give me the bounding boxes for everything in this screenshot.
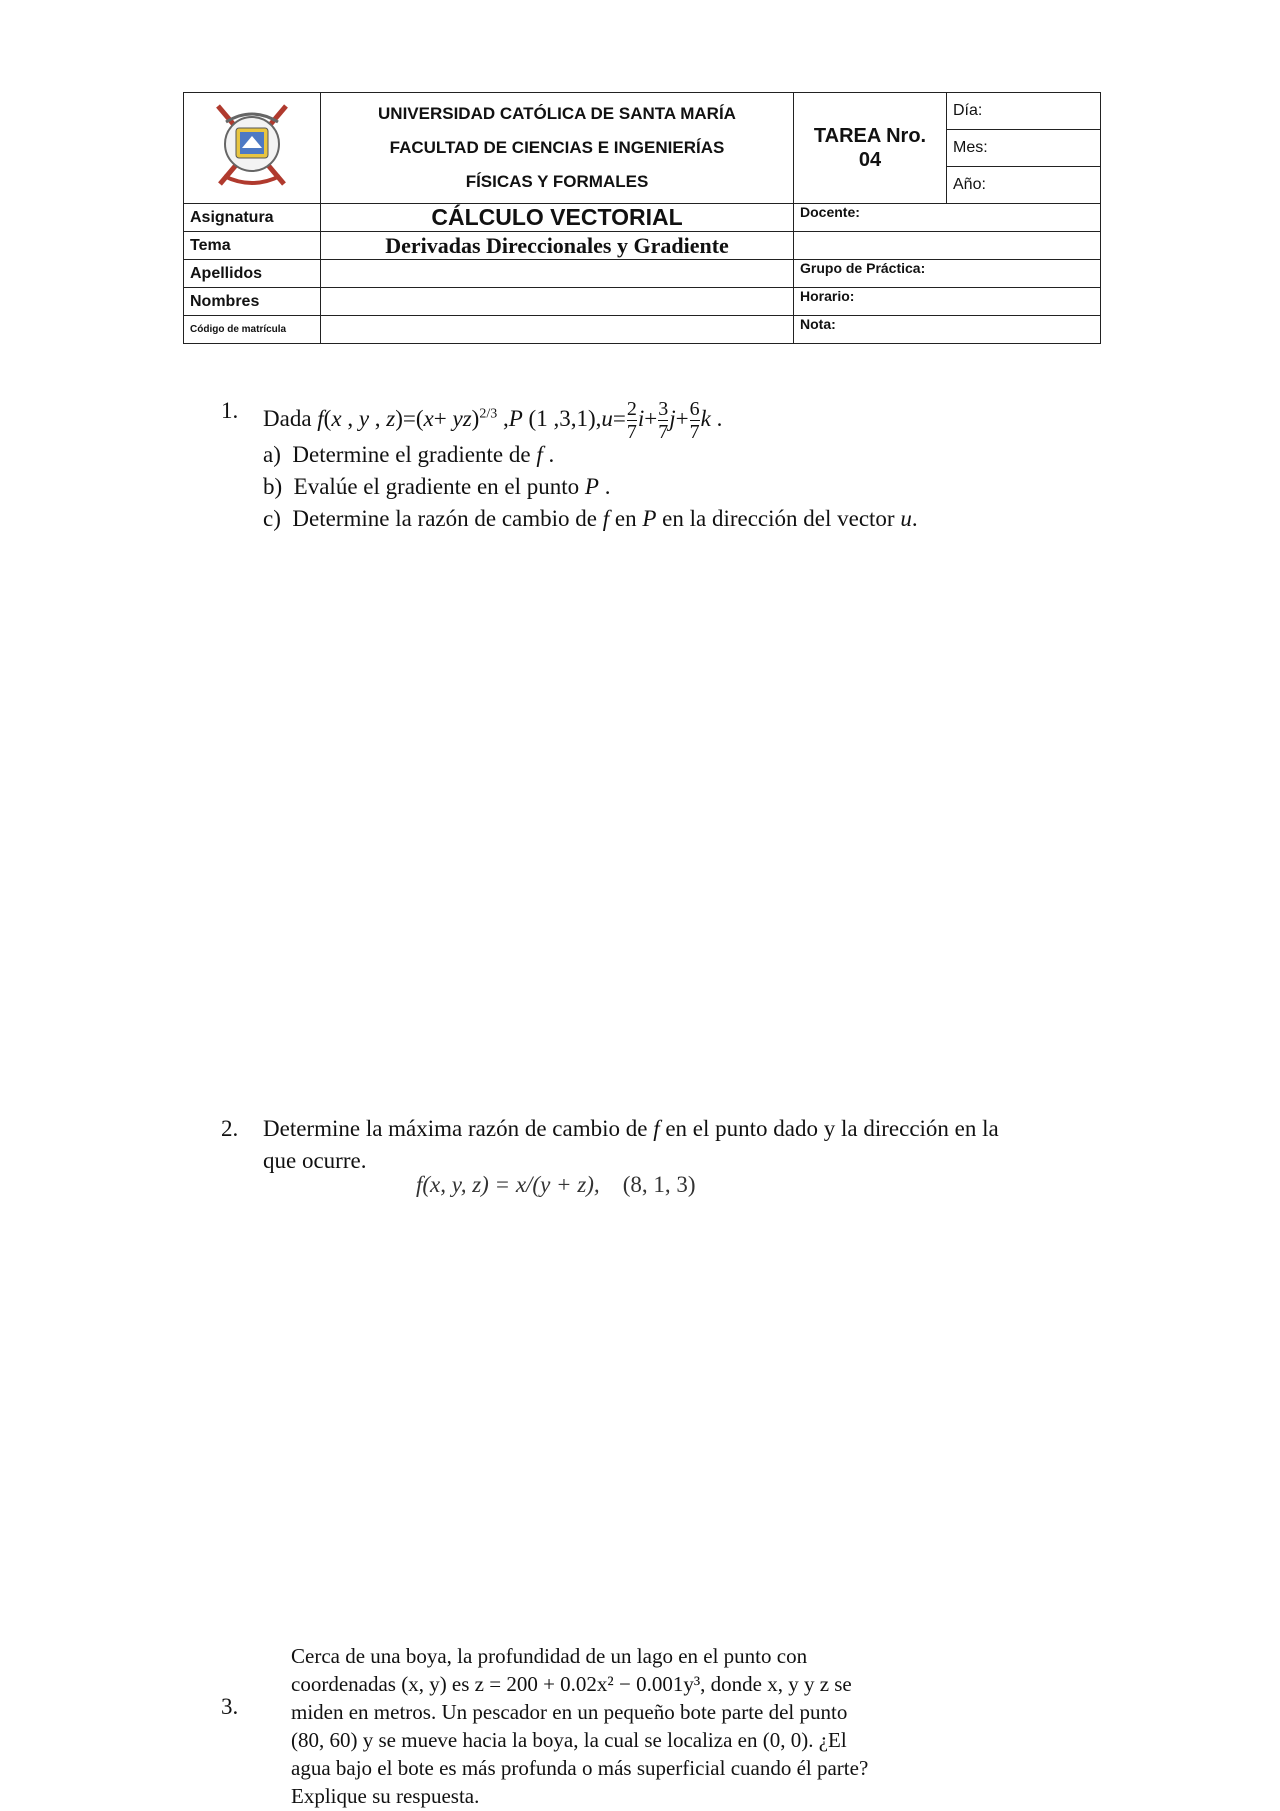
mes-label: Mes: [953,139,988,156]
codigo-field[interactable] [321,316,794,344]
problem-1c-text-3: en la dirección del vector [662,506,895,531]
docente-label: Docente: [800,204,860,220]
tarea-number: 04 [858,149,882,171]
university-name: UNIVERSIDAD CATÓLICA DE SANTA MARÍA [378,104,736,123]
nombres-field[interactable] [321,288,794,316]
nombres-label: Nombres [184,288,321,316]
docente-continued [794,232,1101,260]
problem-2-point: (8, 1, 3) [622,1172,696,1197]
docente-field[interactable] [794,204,1101,232]
problem-3-number: 3. [221,1694,239,1719]
codigo-label: Código de matrícula [184,316,321,344]
problem-2-text-1: Determine la máxima razón de cambio de [263,1116,648,1141]
header-table [183,92,1101,344]
horario-field[interactable] [794,288,1101,316]
problem-1a-label: a) [263,442,281,467]
problem-2-text-3: que ocurre. [263,1148,367,1173]
problem-1b: b) Evalúe el gradiente en el punto P . [263,474,611,499]
problem-1c-label: c) [263,506,281,531]
problem-2-formula: f(x, y, z) = x/(y + z), [416,1172,600,1197]
tema-value: Derivadas Direccionales y Gradiente [321,232,794,260]
faculty-line-2: FÍSICAS Y FORMALES [465,172,649,191]
problem-2-line-1: Determine la máxima razón de cambio de f en el punto dado y la dirección en la [263,1116,999,1141]
problem-1c-text-2: en [614,506,637,531]
tema-label: Tema [184,232,321,260]
nota-field[interactable] [794,316,1101,344]
problem-1-intro: Dada [263,405,312,431]
problem-1-statement [263,398,722,443]
tarea-cell [794,93,947,204]
university-crest-icon [204,98,300,194]
dia-field[interactable] [947,93,1101,130]
problem-1c: c) Determine la razón de cambio de f en P en la dirección del vector u. [263,506,918,531]
problem-1b-text: Evalúe el gradiente en el punto [293,474,580,499]
asignatura-label: Asignatura [184,204,321,232]
anio-label: Año: [953,176,986,193]
problem-1b-label: b) [263,474,283,499]
anio-field[interactable] [947,167,1101,204]
problem-1-formula: f(x , y , z)=(x+ yz)$^{2/3}$ ,P (1 ,3,1),u= $\frac{2}{7}$ i+ $\frac{3}{7}$ j+ $\frac{6}{7}$ k . [317,398,723,443]
tarea-label: TAREA Nro. [813,125,927,147]
mes-field[interactable] [947,130,1101,167]
problem-2-formula-line [416,1172,696,1198]
apellidos-field[interactable] [321,260,794,288]
problem-3-text: Cerca de una boya, la profundidad de un lago en el punto con coordenadas (x, y) es z = 200 + 0.02x² − 0.001y³, donde x, y y z se miden en metros. Un pescador en un pequeño bote parte del punto (80, 60) y se mueve hacia la boya, la cual se localiza en (0, 0). ¿El agua bajo el bote es más profunda o más superficial cuando él parte? Explique su respuesta. [291,1644,869,1808]
nota-label: Nota: [800,316,836,332]
horario-label: Horario: [800,288,855,304]
university-logo [184,93,321,204]
asignatura-value: CÁLCULO VECTORIAL [321,204,794,232]
problem-1a-text: Determine el gradiente de [292,442,531,467]
problem-2-text-2: en el punto dado y la dirección en la [665,1116,999,1141]
university-header [321,93,794,204]
grupo-field[interactable] [794,260,1101,288]
faculty-line-1: FACULTAD DE CIENCIAS E INGENIERÍAS [389,138,725,157]
grupo-label: Grupo de Práctica: [800,260,926,276]
apellidos-label: Apellidos [184,260,321,288]
dia-label: Día: [953,102,983,119]
problem-1-number: 1. [221,398,239,423]
problem-1c-text-1: Determine la razón de cambio de [292,506,597,531]
problem-1a: a) Determine el gradiente de f . [263,442,555,467]
problem-2-number: 2. [221,1116,239,1141]
